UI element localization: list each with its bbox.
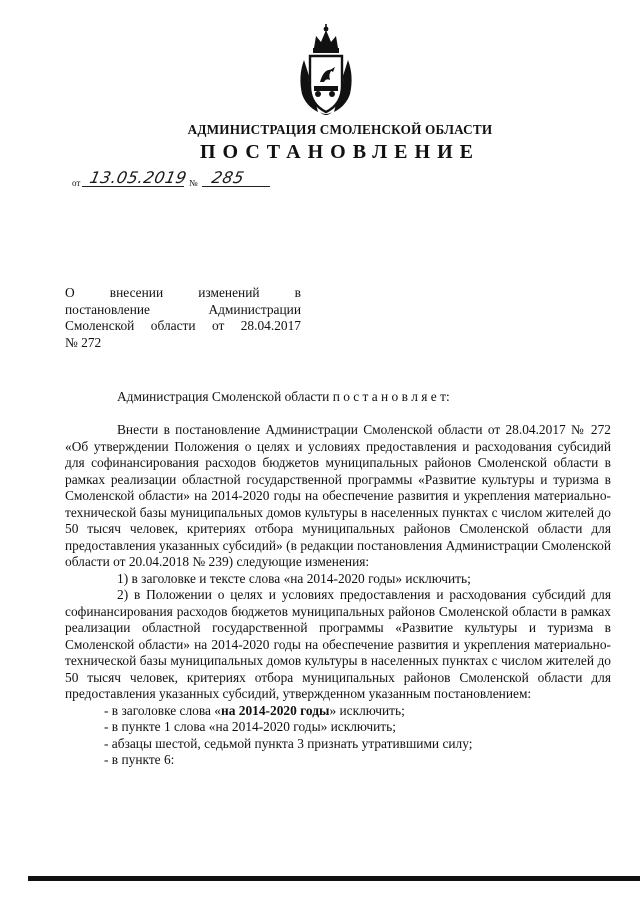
handwritten-number: 285 <box>209 168 247 187</box>
agency-title: АДМИНИСТРАЦИЯ СМОЛЕНСКОЙ ОБЛАСТИ <box>187 122 493 137</box>
bottom-scan-border <box>28 876 640 881</box>
date-number-line <box>72 168 312 190</box>
subject-line-4: № 272 <box>65 334 102 350</box>
dash-item-2: - в пункте 1 слова «на 2014-2020 годы» исключить; <box>104 719 396 734</box>
resolution-body <box>65 422 611 769</box>
intro-lead: Администрация Смоленской области <box>117 389 333 404</box>
date-prefix: от <box>72 178 81 188</box>
coat-of-arms-emblem <box>294 24 358 120</box>
dash-item-4: - в пункте 6: <box>104 752 175 767</box>
subject-line-1: О внесении изменений в <box>65 285 301 300</box>
list-item-1: 1) в заголовке и тексте слова «на 2014-2020 годы» исключить; <box>117 570 471 586</box>
document-type-title: ПОСТАНОВЛЕНИЕ <box>200 141 480 163</box>
subject-block <box>65 285 301 351</box>
dash1-post: » исключить; <box>329 702 405 718</box>
subject-line-2: постановление Администрации <box>65 301 301 317</box>
number-prefix: № <box>189 178 198 188</box>
list-item-2: 2) в Положении о целях и условиях предоставления и расходования субсидий для софинансирования расходов бюджетов муниципальных районов Смоленской области в рамках реализации областной государственной программы «Развитие культуры и туризма в Смоленской области» на 2014-2020 годы на обеспечение развития и укрепления материально-технической базы муниципальных домов культуры в населенных пунктах с числом жителей до 50 тысяч человек, критериях отбора муниципальных районов Смоленской области для предоставления указанных субсидий, утвержденном указанным постановлением: <box>65 587 611 701</box>
dash-item-1 <box>65 703 611 720</box>
resolution-intro <box>65 389 611 406</box>
dash1-bold: на 2014-2020 годы <box>221 702 330 718</box>
dash1-pre: - в заголовке слова « <box>104 702 222 718</box>
subject-line-3: Смоленской области от 28.04.2017 <box>65 318 301 333</box>
handwritten-date: 13.05.2019 <box>87 168 189 187</box>
dash-item-3: - абзацы шестой, седьмой пункта 3 признать утратившими силу; <box>104 735 473 751</box>
paragraph-main: Внести в постановление Администрации Смоленской области от 28.04.2017 № 272 «Об утверждении Положения о целях и условиях предоставления и расходования субсидий для софинансирования расходов бюджетов муниципальных районов Смоленской области в рамках реализации областной государственной программы «Развитие культуры и туризма в Смоленской области» на 2014-2020 годы на обеспечение развития и укрепления материально-технической базы муниципальных домов культуры в населенных пунктах с числом жителей до 50 тысяч человек, критериях отбора муниципальных районов Смоленской области для предоставления указанных субсидий» (в редакции постановления Администрации Смоленской области от 20.04.2018 № 239) следующие изменения: <box>65 422 611 569</box>
intro-spaced: п о с т а н о в л я е т: <box>332 389 450 404</box>
